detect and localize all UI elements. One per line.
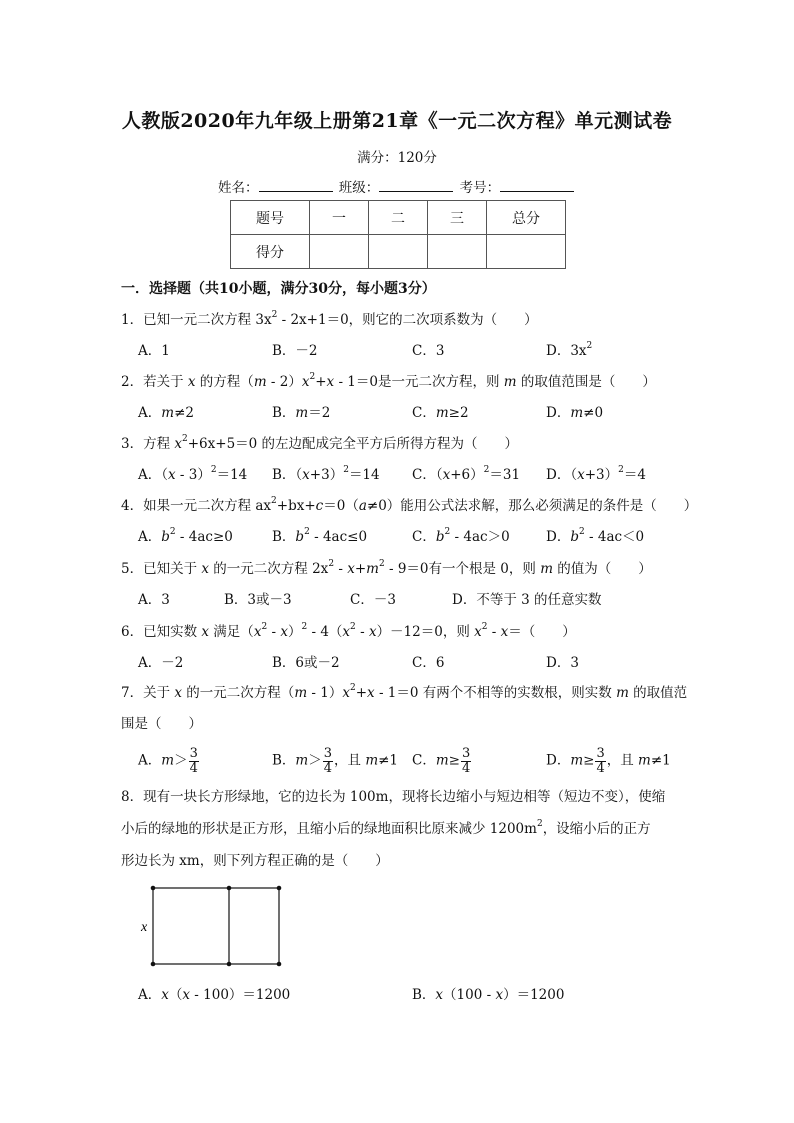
answer-option[interactable]: A．x（x - 100）＝1200 — [138, 987, 291, 1003]
question-stem: 1．已知一元二次方程 $3x^2 - 2x+1=0$，则它的二次项系数为（ ） — [121, 310, 538, 328]
figure-vertex — [151, 962, 156, 967]
answer-option[interactable]: C．m≥ $\frac{3}{4}$ — [412, 746, 471, 776]
question-stem: 6．已知实数 x 满足$(x^2 - x)^2 - 4(x^2 - x)-12=0$，则 $x^2 - x=$（ ） — [121, 622, 576, 640]
page-title: 人教版2020年九年级上册第21章《一元二次方程》单元测试卷 — [121, 110, 673, 132]
score-table-cell: 一 — [310, 201, 369, 235]
answer-option[interactable]: D．不等于 3 的任意实数 — [452, 592, 602, 608]
answer-option[interactable]: A．3 — [138, 592, 170, 608]
rectangle-figure — [138, 880, 288, 970]
figure-vertex — [227, 886, 232, 891]
figure-vertex — [151, 886, 156, 891]
score-table-cell: 总分 — [487, 201, 566, 235]
answer-option[interactable]: A．m≠2 — [138, 405, 194, 421]
fraction: $\frac{3}{4}$ — [323, 746, 333, 776]
fraction: $\frac{3}{4}$ — [596, 746, 605, 776]
fraction: $\frac{3}{4}$ — [189, 746, 198, 776]
answer-option[interactable]: A．$b^2 - 4ac\ge 0$ — [138, 527, 233, 545]
full-score: 满分：120分 — [357, 150, 437, 166]
answer-option[interactable]: C．3 — [412, 343, 445, 359]
answer-option[interactable]: C．$(x+6)^2=31$ — [412, 465, 521, 483]
class-label: 班级： — [338, 180, 380, 196]
score-input-cell[interactable] — [310, 235, 369, 269]
figure-vertex — [227, 962, 232, 967]
score-table-cell: 得分 — [231, 235, 310, 269]
answer-option[interactable]: A．（x - 3）$^2$＝14 — [138, 465, 248, 483]
answer-option[interactable]: C．$b^2 - 4ac>0$ — [412, 527, 510, 545]
figure-vertex — [277, 962, 282, 967]
exam-no-blank[interactable] — [500, 177, 574, 192]
figure-label-x: x — [141, 920, 148, 935]
answer-option[interactable]: B．m＝2 — [272, 405, 331, 421]
question-stem: 5．已知关于 x 的一元二次方程 $2x^2 - x+m^2 - 9=0$有一个根是 0，则 m 的值为（ ） — [121, 559, 652, 577]
name-blank[interactable] — [259, 177, 333, 192]
answer-option[interactable]: B．x（100 - x）＝1200 — [412, 987, 565, 1003]
answer-option[interactable]: D．m≠0 — [546, 405, 604, 421]
score-input-cell[interactable] — [369, 235, 428, 269]
score-table-cell: 三 — [428, 201, 487, 235]
answer-option[interactable]: B．－2 — [272, 343, 318, 359]
answer-option[interactable]: B．6或－2 — [272, 655, 340, 671]
question-stem: 4．如果一元二次方程 $ax^2+bx+c=0(a\ne 0)$能用公式法求解，那么必须满足的条件是（ ） — [121, 496, 698, 514]
figure-vertex — [277, 886, 282, 891]
question-stem: 围是（ ） — [121, 716, 202, 732]
figure-rectangle — [153, 888, 279, 964]
answer-option[interactable]: B．m＞ $\frac{3}{4}$ ，且 m≠1 — [272, 746, 399, 776]
student-info-line — [218, 176, 576, 196]
answer-option[interactable]: C．－3 — [350, 592, 396, 608]
answer-option[interactable]: D．3 — [546, 655, 579, 671]
score-table-header-row — [231, 201, 566, 235]
exam-no-label: 考号： — [459, 180, 501, 196]
answer-option[interactable]: C．6 — [412, 655, 445, 671]
question-stem: 8．现有一块长方形绿地，它的边长为 100m，现将长边缩小与短边相等（短边不变），使缩 — [121, 789, 666, 805]
question-stem: 形边长为 xm，则下列方程正确的是（ ） — [121, 853, 389, 869]
answer-option[interactable]: B．$(x+3)^2=14$ — [272, 465, 380, 483]
answer-option[interactable]: A．－2 — [138, 655, 184, 671]
score-table — [230, 200, 566, 269]
question-stem: 7．关于 x 的一元二次方程$(m - 1)x^2+x - 1=0$ 有两个不相等的实数根，则实数 m 的取值范 — [121, 683, 688, 701]
answer-option[interactable]: A．m＞ $\frac{3}{4}$ — [138, 746, 198, 776]
answer-option[interactable]: A．1 — [138, 343, 170, 359]
score-table-cell: 题号 — [231, 201, 310, 235]
question-stem: 2．若关于 x 的方程$(m - 2)x^2+x - 1=0$是一元二次方程，则 m 的取值范围是（ ） — [121, 372, 656, 390]
answer-option[interactable]: D．$b^2 - 4ac<0$ — [546, 527, 645, 545]
answer-option[interactable]: D．m≥ $\frac{3}{4}$ ，且 m≠1 — [546, 746, 671, 776]
score-table-cell: 二 — [369, 201, 428, 235]
answer-option[interactable]: B．$b^2 - 4ac\le 0$ — [272, 527, 368, 545]
answer-option[interactable]: C．m≥2 — [412, 405, 469, 421]
score-input-cell[interactable] — [487, 235, 566, 269]
fraction: $\frac{3}{4}$ — [461, 746, 471, 776]
name-label: 姓名： — [218, 180, 259, 196]
answer-option[interactable]: D．$3x^2$ — [546, 341, 593, 359]
section-heading: 一．选择题（共10小题，满分30分，每小题3分） — [121, 281, 436, 297]
score-table-score-row — [231, 235, 566, 269]
score-input-cell[interactable] — [428, 235, 487, 269]
answer-option[interactable]: B．3或－3 — [224, 592, 292, 608]
answer-option[interactable]: D．$(x+3)^2=4$ — [546, 465, 646, 483]
question-stem: 3．方程 $x^2+6x+5=0$ 的左边配成完全平方后所得方程为（ ） — [121, 434, 519, 452]
class-blank[interactable] — [379, 177, 453, 192]
question-stem: 小后的绿地的形状是正方形，且缩小后的绿地面积比原来减少 $1200m^2$，设缩小后的正方 — [121, 819, 651, 837]
